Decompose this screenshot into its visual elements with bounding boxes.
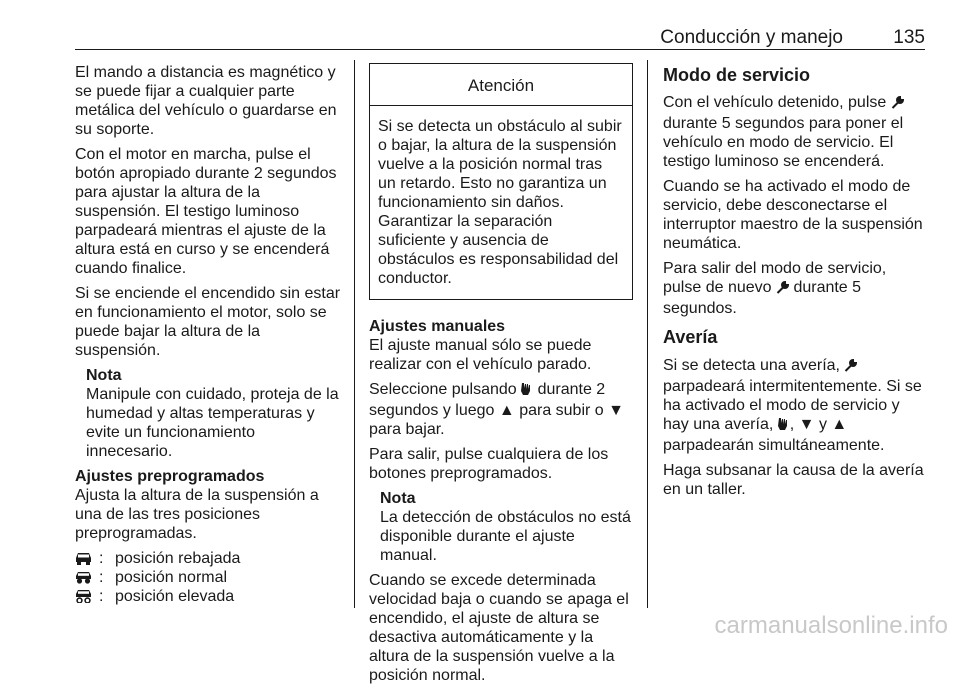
preset-text: Ajusta la altura de la suspensión a una de las tres posiciones preprogramadas. — [75, 487, 319, 542]
service-exit-b: durante 5 segundos. — [663, 279, 862, 317]
fault-text-d: y — [818, 416, 827, 433]
manual-text: El ajuste manual sólo se puede realizar con el vehículo parado. — [369, 337, 592, 373]
select-instruction — [369, 380, 633, 439]
note-title: Nota — [380, 490, 416, 507]
fault-text-a: Si se detecta una avería, — [663, 357, 840, 374]
position-colon: : — [99, 569, 104, 586]
wrench-icon — [891, 95, 904, 114]
up-arrow-icon: ▲ — [831, 416, 848, 433]
fault-text-e: parpadearán simultáneamente. — [663, 437, 885, 454]
note-box — [369, 489, 633, 565]
service-text-a: Con el vehículo detenido, pulse — [663, 94, 887, 111]
column-1 — [75, 63, 343, 606]
position-row-raised — [75, 587, 343, 606]
service-paragraph-2: Cuando se ha activado el modo de servicio, debe desconectarse el interruptor maestro de la suspensión neumática. — [663, 178, 923, 252]
note-text: La detección de obstáculos no está disponible durante el ajuste manual. — [380, 509, 631, 564]
service-exit-paragraph — [663, 259, 928, 318]
select-text-c: para subir o — [519, 402, 604, 419]
manual-adjust-icon — [521, 382, 533, 401]
attention-text: Si se detecta un obstáculo al subir o bajar, la altura de la suspensión vuelve a la posición normal tras un retardo. Esto no garantiza un funcionamiento sin daños. Garantizar la separación suficiente y ausencia de obstáculos es responsabilidad del conductor. — [378, 118, 622, 287]
page-title: Conducción y manejo — [660, 27, 843, 48]
preset-heading: Ajustes preprogramados — [75, 468, 265, 485]
select-text-b: durante 2 segundos y luego — [369, 381, 606, 419]
position-row-lowered — [75, 549, 343, 568]
note-title: Nota — [86, 367, 122, 384]
car-lowered-icon — [75, 552, 95, 565]
attention-title: Atención — [370, 64, 632, 106]
column-2 — [369, 63, 633, 691]
position-label: posición elevada — [115, 588, 235, 605]
down-arrow-icon: ▼ — [798, 416, 815, 433]
down-arrow-icon: ▼ — [608, 402, 624, 419]
up-arrow-icon: ▲ — [498, 402, 515, 419]
fault-text-b: parpadeará intermitentemente. Si se ha activado el modo de servicio y hay una avería, — [663, 378, 922, 433]
note-text: Manipule con cuidado, proteja de la humedad y altas temperaturas y evite un funcionamiento innecesario. — [86, 386, 339, 460]
select-text-d: para bajar. — [369, 421, 445, 438]
column-divider-2 — [647, 60, 648, 608]
position-colon: : — [99, 588, 104, 605]
manual-adjust-icon — [778, 417, 790, 436]
service-exit-a: Para salir del modo de servicio, pulse de nuevo — [663, 260, 887, 296]
remote-paragraph: El mando a distancia es magnético y se puede fijar a cualquier parte metálica del vehículo o guardarse en su soporte. — [75, 64, 337, 138]
car-raised-icon — [75, 590, 95, 603]
position-list — [75, 549, 343, 606]
note-box — [75, 366, 343, 461]
page-header — [75, 22, 925, 52]
attention-box — [369, 63, 633, 300]
position-row-normal — [75, 568, 343, 587]
fault-text-c: , — [789, 416, 795, 433]
repair-text: Haga subsanar la causa de la avería en un taller. — [663, 462, 924, 498]
service-text-b: durante 5 segundos para poner el vehículo en modo de servicio. El testigo luminoso se encenderá. — [663, 115, 904, 170]
manual-heading: Ajustes manuales — [369, 318, 506, 335]
watermark: carmanualsonline.info — [714, 612, 948, 639]
exit-text: Para salir, pulse cualquiera de los botones preprogramados. — [369, 446, 609, 482]
select-text-a: Seleccione pulsando — [369, 381, 517, 398]
column-3 — [663, 63, 928, 505]
position-label: posición rebajada — [115, 550, 241, 567]
service-paragraph — [663, 93, 928, 171]
car-normal-icon — [75, 571, 95, 584]
speed-text: Cuando se excede determinada velocidad baja o cuando se apaga el encendido, el ajuste de altura se desactiva automáticamente y la altura de la suspensión vuelve a la posición normal. — [369, 572, 629, 684]
service-heading: Modo de servicio — [663, 65, 811, 85]
page-number: 135 — [893, 27, 925, 48]
wrench-icon — [844, 358, 857, 377]
header-rule — [75, 49, 925, 50]
fault-heading: Avería — [663, 327, 718, 347]
position-colon: : — [99, 550, 104, 567]
wrench-icon — [776, 280, 789, 299]
ignition-paragraph: Si se enciende el encendido sin estar en funcionamiento el motor, solo se puede bajar la altura de la suspensión. — [75, 285, 341, 359]
position-label: posición normal — [115, 569, 228, 586]
engine-paragraph: Con el motor en marcha, pulse el botón apropiado durante 2 segundos para ajustar la altura de la suspensión. El testigo luminoso parpadeará mientras el ajuste de la altura está en curso y se encenderá cuando finalice. — [75, 146, 337, 277]
fault-paragraph — [663, 356, 928, 455]
column-divider-1 — [354, 60, 355, 608]
